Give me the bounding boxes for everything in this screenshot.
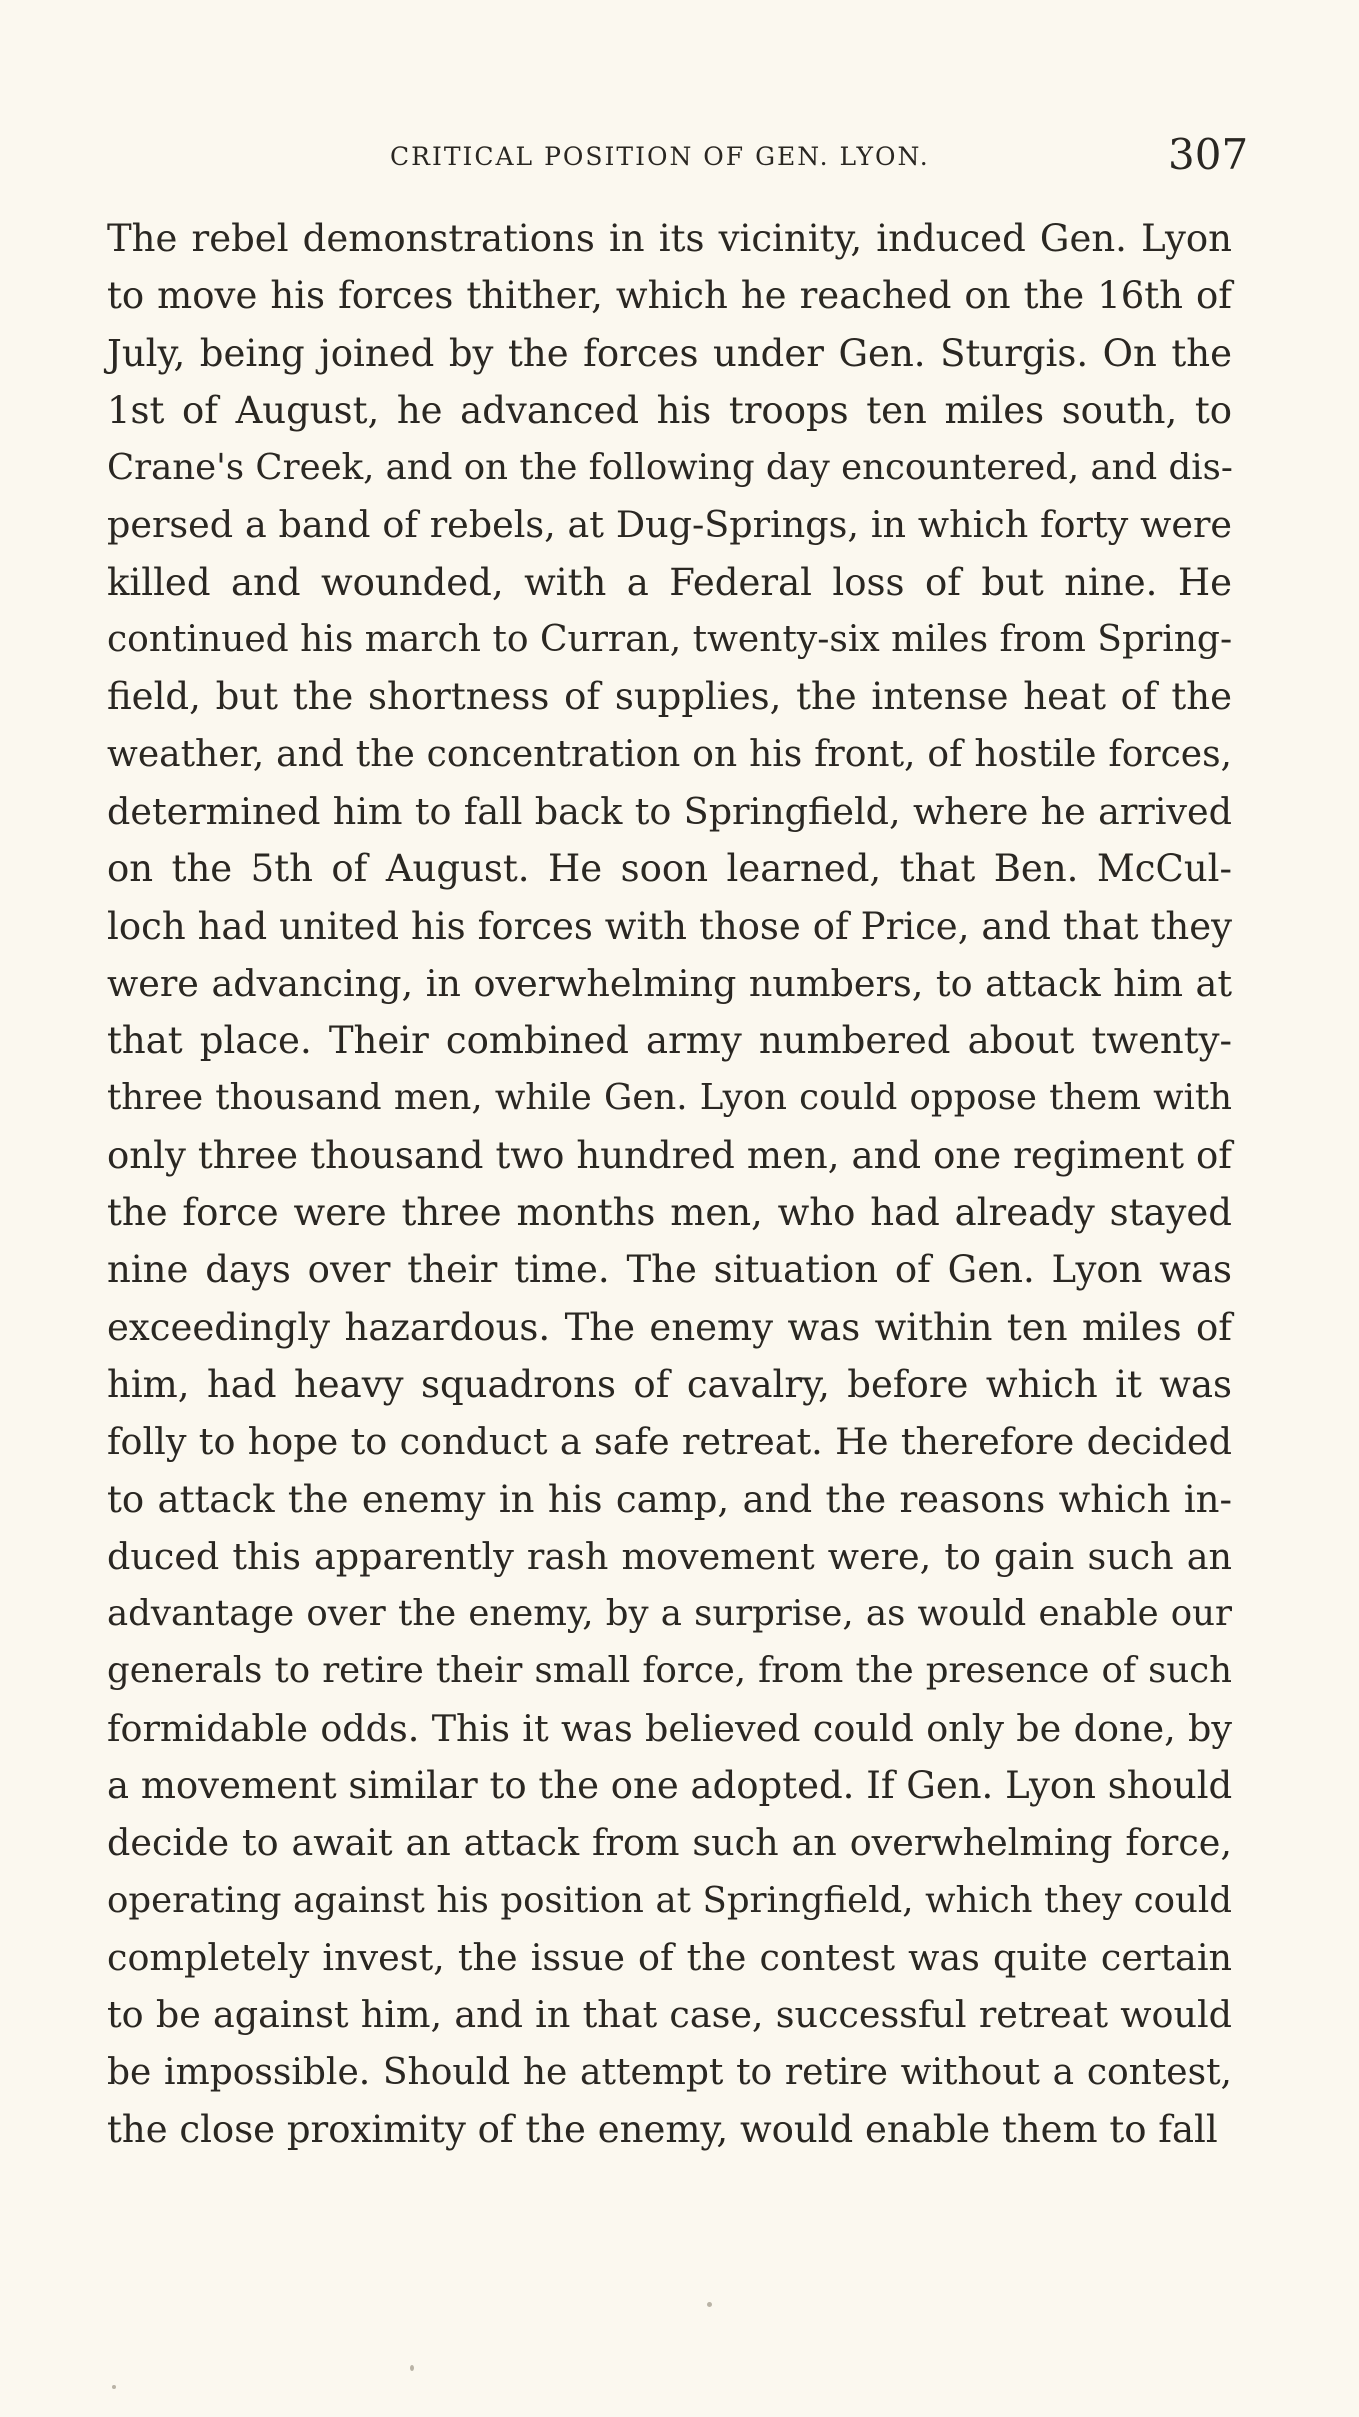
text-line: duced this apparently rash movement were, to gain such an: [107, 1534, 1232, 1578]
text-line: Crane's Creek, and on the following day encountered, and dis-: [107, 447, 1233, 489]
text-line: determined him to fall back to Springfield, where he arrived: [107, 789, 1232, 833]
running-title: CRITICAL POSITION OF GEN. LYON.: [390, 142, 930, 171]
text-line: decide to await an attack from such an overwhelming force,: [107, 1821, 1232, 1865]
text-line: on the 5th of August. He soon learned, that Ben. McCul-: [107, 847, 1232, 891]
paper-speck: [112, 2385, 116, 2389]
text-line: generals to retire their small force, from the presence of such: [107, 1650, 1232, 1692]
text-line: nine days over their time. The situation of Gen. Lyon was: [107, 1248, 1232, 1292]
text-line: weather, and the concentration on his front, of hostile forces,: [107, 733, 1232, 775]
text-line: him, had heavy squadrons of cavalry, before which it was: [107, 1362, 1232, 1406]
text-line: 1st of August, he advanced his troops ten miles south, to: [107, 388, 1232, 432]
text-line: a movement similar to the one adopted. If Gen. Lyon should: [107, 1764, 1233, 1808]
text-line: that place. Their combined army numbered about twenty-: [107, 1019, 1232, 1063]
text-line: only three thousand two hundred men, and one regiment of: [107, 1133, 1232, 1177]
text-line: the close proximity of the enemy, would enable them to fall: [107, 2107, 1218, 2151]
text-line: operating against his position at Springfield, which they could: [107, 1879, 1232, 1921]
text-line: killed and wounded, with a Federal loss of but nine. He: [107, 560, 1232, 604]
body-text: [107, 210, 1232, 2158]
text-line: persed a band of rebels, at Dug-Springs, in which forty were: [107, 503, 1232, 547]
text-line: be impossible. Should he attempt to retire without a contest,: [107, 2051, 1232, 2093]
text-line: field, but the shortness of supplies, the intense heat of the: [107, 675, 1232, 719]
text-line: to attack the enemy in his camp, and the reasons which in-: [107, 1477, 1232, 1521]
text-line: loch had united his forces with those of Price, and that they: [107, 904, 1232, 948]
text-line: exceedingly hazardous. The enemy was within ten miles of: [107, 1305, 1232, 1349]
text-line: folly to hope to conduct a safe retreat. He therefore decided: [107, 1420, 1232, 1464]
text-line: continued his march to Curran, twenty-six miles from Spring-: [107, 619, 1233, 661]
text-line: the force were three months men, who had already stayed: [107, 1191, 1232, 1235]
text-line: were advancing, in overwhelming numbers, to attack him at: [107, 961, 1232, 1005]
text-line: completely invest, the issue of the contest was quite certain: [107, 1935, 1232, 1979]
text-line: advantage over the enemy, by a surprise, as would enable our: [107, 1593, 1232, 1635]
text-line: three thousand men, while Gen. Lyon could oppose them with: [107, 1077, 1232, 1119]
text-line: to be against him, and in that case, successful retreat would: [107, 1993, 1232, 2037]
page-number: 307: [1168, 130, 1249, 179]
text-line: July, being joined by the forces under Gen. Sturgis. On the: [107, 331, 1232, 375]
paper-speck: [707, 2302, 712, 2307]
text-line: formidable odds. This it was believed could only be done, by: [107, 1706, 1232, 1750]
paper-speck: [410, 2365, 414, 2371]
running-header: [0, 130, 1359, 190]
text-line: to move his forces thither, which he reached on the 16th of: [107, 274, 1232, 318]
text-line: The rebel demonstrations in its vicinity, induced Gen. Lyon: [107, 217, 1232, 260]
